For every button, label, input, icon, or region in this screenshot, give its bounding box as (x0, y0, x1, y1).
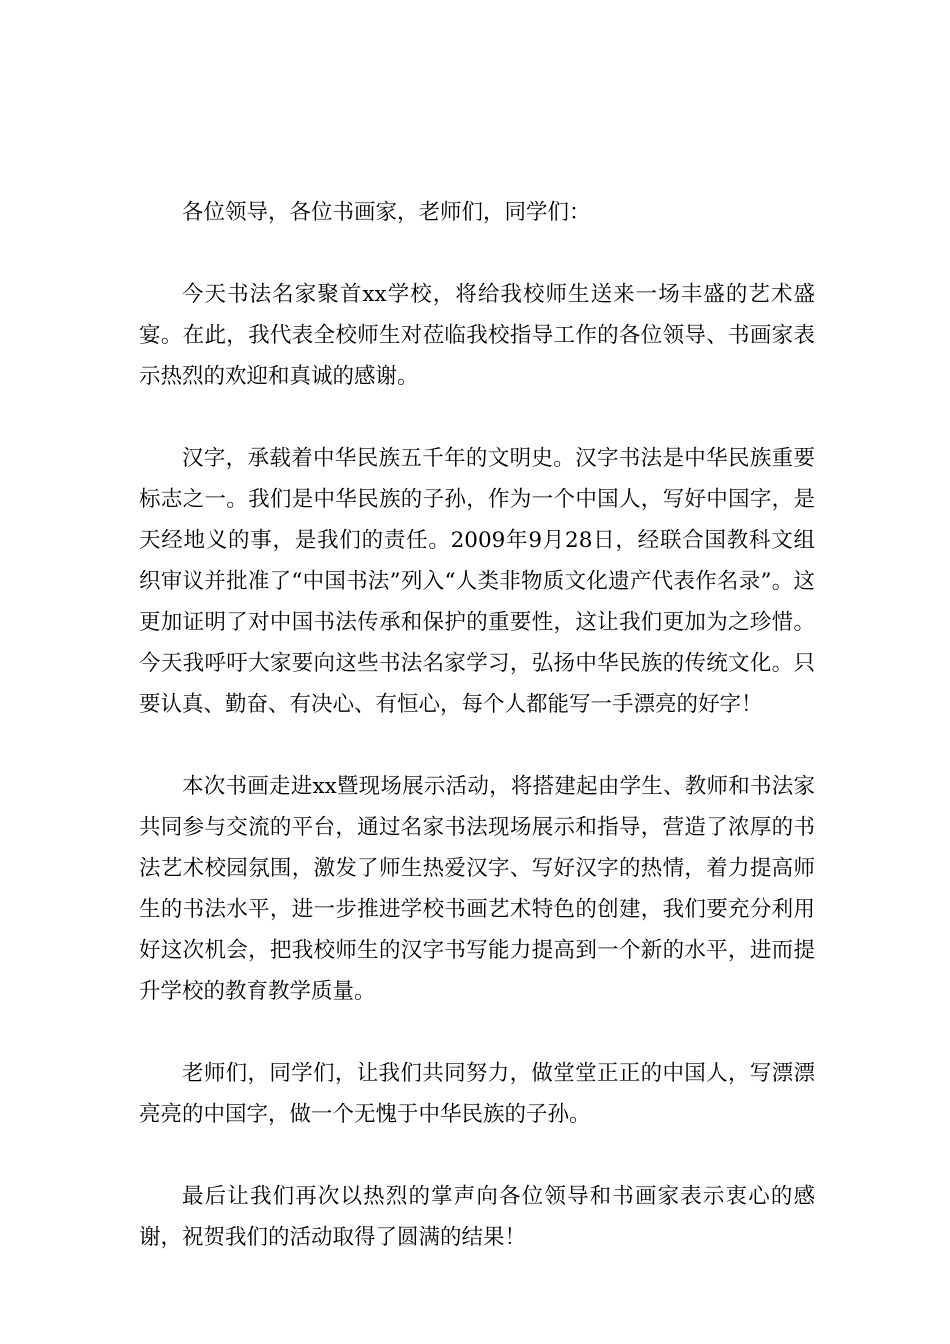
paragraph-chinese-characters: 汉字，承载着中华民族五千年的文明史。汉字书法是中华民族重要标志之一。我们是中华民族的子孙，作为一个中国人，写好中国字，是天经地义的事，是我们的责任。2009年9月28日，经联合国教科文组织审议并批准了“中国书法”列入“人类非物质文化遗产代表作名录”。这更加证明了对中国书法传承和保护的重要性，这让我们更加为之珍惜。今天我呼吁大家要向这些书法名家学习，弘扬中华民族的传统文化。只要认真、勤奋、有决心、有恒心，每个人都能写一手漂亮的好字！ (139, 446, 815, 717)
salutation: 各位领导，各位书画家，老师们，同学们： (182, 200, 591, 225)
speech-body (139, 192, 815, 1258)
paragraph-gap (139, 1135, 815, 1176)
paragraph-gap (139, 397, 815, 438)
paragraph-activity: 本次书画走进xx暨现场展示活动，将搭建起由学生、教师和书法家共同参与交流的平台，通过名家书法现场展示和指导，营造了浓厚的书法艺术校园氛围，激发了师生热爱汉字、写好汉字的热情，着力提高师生的书法水平，进一步推进学校书画艺术特色的创建，我们要充分利用好这次机会，把我校师生的汉字书写能力提高到一个新的水平，进而提升学校的教育教学质量。 (139, 774, 815, 1004)
paragraph-gap (139, 725, 815, 766)
paragraph-gap (139, 233, 815, 274)
paragraph-gap (139, 1012, 815, 1053)
paragraph-call-to-action: 老师们，同学们，让我们共同努力，做堂堂正正的中国人，写漂漂亮亮的中国字，做一个无愧于中华民族的子孙。 (139, 1061, 815, 1127)
paragraph-closing: 最后让我们再次以热烈的掌声向各位领导和书画家表示衷心的感谢，祝贺我们的活动取得了圆满的结果！ (139, 1184, 815, 1250)
paragraph-welcome: 今天书法名家聚首xx学校，将给我校师生送来一场丰盛的艺术盛宴。在此，我代表全校师生对莅临我校指导工作的各位领导、书画家表示热烈的欢迎和真诚的感谢。 (139, 282, 815, 389)
